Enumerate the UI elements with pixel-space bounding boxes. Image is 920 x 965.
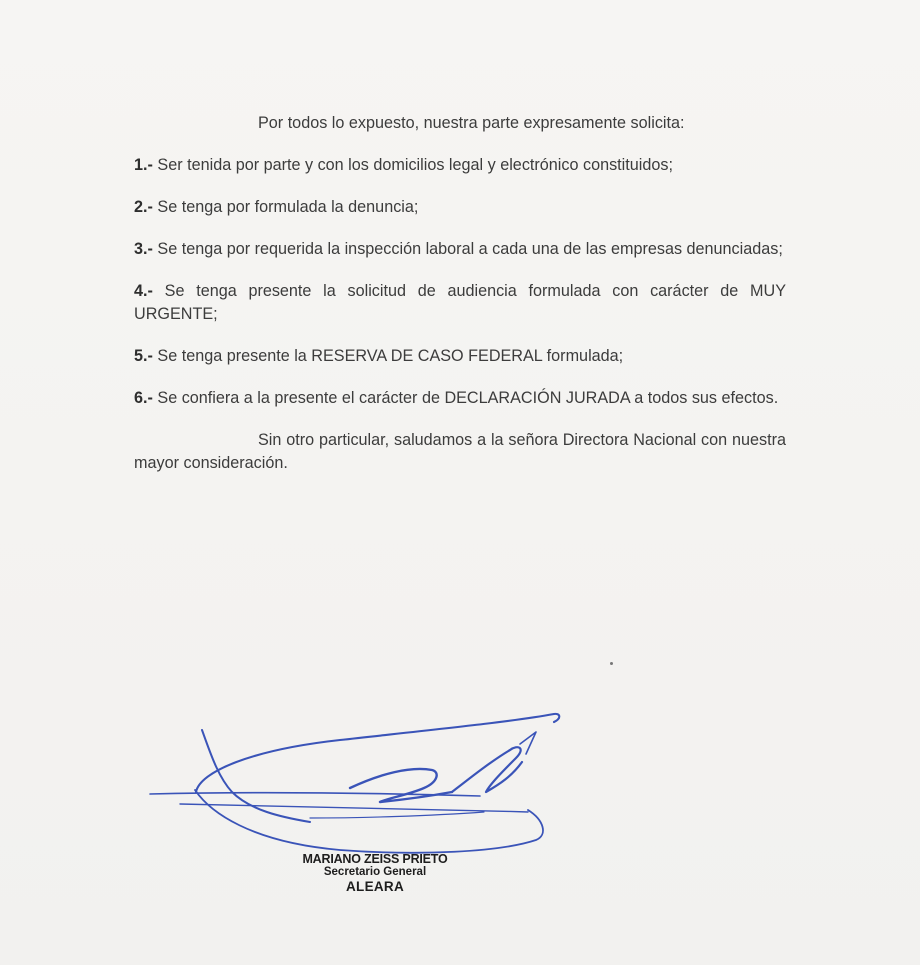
item-number: 2.- (134, 198, 153, 216)
item-number: 5.- (134, 347, 153, 365)
signer-name: MARIANO ZEISS PRIETO (302, 852, 448, 866)
item-text: Se confiera a la presente el carácter de DECLARACIÓN JURADA a todos sus efectos. (157, 389, 779, 407)
item-text: Se tenga presente la RESERVA DE CASO FEDERAL formulada; (157, 347, 624, 365)
item-number: 1.- (134, 156, 153, 174)
closing-paragraph: Sin otro particular, saludamos a la señora Directora Nacional con nuestra mayor consideración. (134, 431, 786, 472)
stray-mark (610, 662, 613, 665)
item-text: Ser tenida por parte y con los domicilios legal y electrónico constituidos; (157, 156, 673, 174)
item-number: 4.- (134, 282, 153, 300)
signature-block (140, 692, 600, 912)
request-item-1 (134, 154, 786, 177)
request-item-5 (134, 345, 786, 368)
intro-paragraph: Por todos lo expuesto, nuestra parte expresamente solicita: (258, 114, 685, 132)
item-text: Se tenga por formulada la denuncia; (157, 198, 419, 216)
item-number: 6.- (134, 389, 153, 407)
signer-role: Secretario General (323, 866, 427, 878)
request-item-6 (134, 387, 786, 410)
request-item-3 (134, 238, 786, 261)
document-body (134, 112, 786, 494)
item-text: Se tenga por requerida la inspección laboral a cada una de las empresas denunciadas; (157, 240, 783, 258)
item-number: 3.- (134, 240, 153, 258)
request-item-2 (134, 196, 786, 219)
signature-caption (260, 852, 490, 895)
signer-organization: ALEARA (345, 879, 405, 894)
handwritten-signature (140, 692, 600, 862)
request-item-4 (134, 280, 786, 326)
item-text: Se tenga presente la solicitud de audiencia formulada con carácter de MUY URGENTE; (134, 282, 787, 323)
